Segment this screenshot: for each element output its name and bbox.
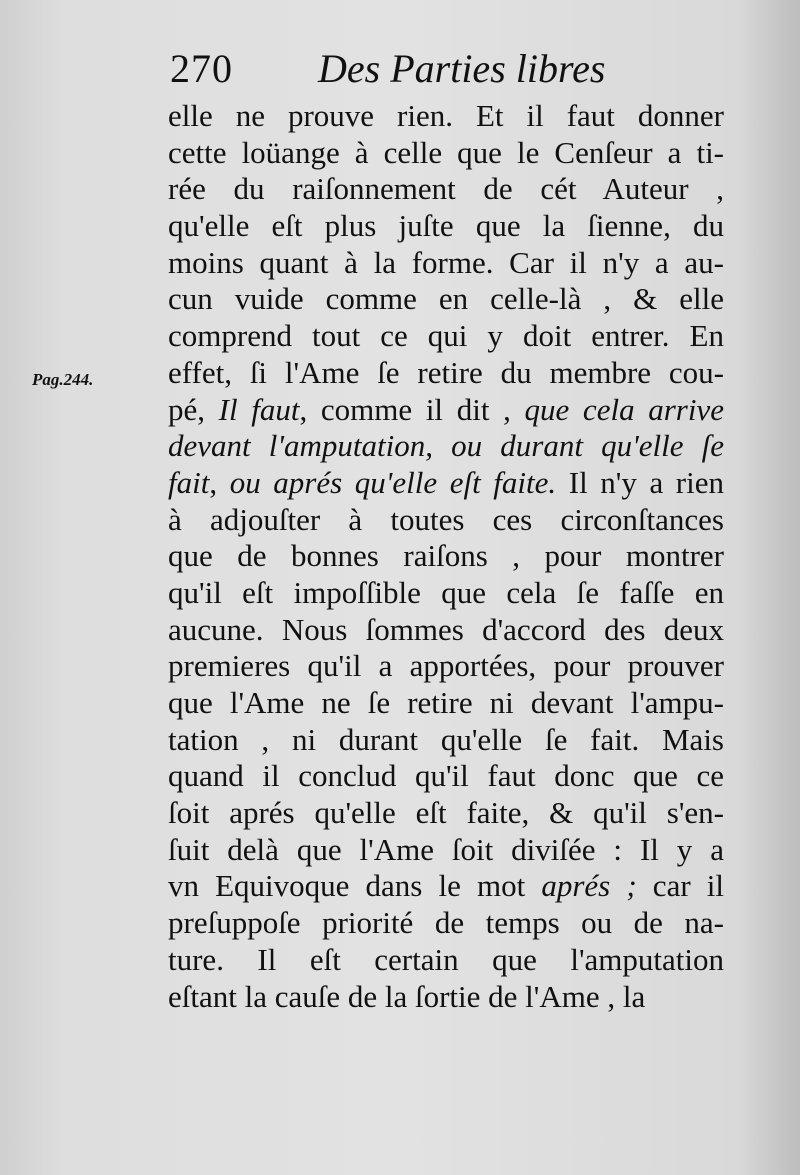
text-segment: aucune. Nous ſommes d'accord des deux [168, 611, 724, 647]
text-line [168, 758, 724, 795]
text-line [168, 575, 724, 612]
text-line [168, 612, 724, 649]
text-line [168, 868, 724, 905]
text-line [168, 722, 724, 759]
text-line [168, 832, 724, 869]
text-segment: , [209, 464, 230, 500]
text-segment: ſoit aprés qu'elle eſt faite, & qu'il s'en- [168, 795, 724, 831]
text-segment: pé, [168, 391, 219, 427]
text-segment: ſuit delà que l'Ame ſoit diviſée : Il y a [168, 831, 724, 867]
text-line [168, 795, 724, 832]
text-line [168, 355, 724, 392]
text-segment: cun vuide comme en celle-là , & elle [168, 281, 724, 317]
text-line [168, 428, 724, 465]
text-line [168, 98, 724, 135]
text-segment: , comme il dit , [299, 391, 525, 427]
text-line [168, 538, 724, 575]
italic-segment: que cela arrive [524, 391, 724, 427]
text-segment: comprend tout ce qui y doit entrer. En [168, 318, 724, 354]
italic-segment: devant l'amputation, ou durant qu'elle ſe [168, 428, 724, 464]
text-segment: moins quant à la forme. Car il n'y a au- [168, 244, 724, 280]
text-segment: quand il conclud qu'il faut donc que ce [168, 758, 724, 794]
text-line [168, 245, 724, 282]
text-segment: vn Equivoque dans le mot [168, 868, 542, 904]
text-segment: premieres qu'il a apportées, pour prouver [168, 648, 724, 684]
text-segment: eſtant la cauſe de la ſortie de l'Ame , la [168, 978, 646, 1014]
text-segment: que de bonnes raiſons , pour montrer [168, 538, 724, 574]
text-line [168, 465, 724, 502]
page-number: 270 [170, 46, 233, 91]
text-segment: qu'il eſt impoſſible que cela ſe faſſe en [168, 574, 724, 610]
text-line [168, 685, 724, 722]
text-line [168, 502, 724, 539]
text-line [168, 318, 724, 355]
text-segment: car il [636, 868, 724, 904]
text-line [168, 392, 724, 429]
text-line [168, 281, 724, 318]
text-segment: ture. Il eſt certain que l'amputation [168, 941, 724, 977]
italic-segment: Il faut [218, 391, 300, 427]
text-line [168, 135, 724, 172]
text-segment: Il n'y a rien [556, 464, 725, 500]
text-line [168, 171, 724, 208]
text-segment: effet, ſi l'Ame ſe retire du membre cou- [168, 354, 724, 390]
body-text [168, 98, 724, 1015]
margin-note: Pag.244. [32, 370, 94, 389]
text-segment: cette loüange à celle que le Cenſeur a ti- [168, 134, 724, 170]
running-title: Des Parties libres [318, 46, 606, 91]
text-line [168, 905, 724, 942]
text-segment: elle ne prouve rien. Et il faut donner [168, 98, 724, 133]
text-line [168, 979, 724, 1016]
page-header [170, 44, 730, 94]
italic-segment: fait [168, 464, 210, 500]
text-segment: que l'Ame ne ſe retire ni devant l'ampu- [168, 685, 724, 720]
italic-segment: ou aprés qu'elle eſt faite. [229, 464, 557, 500]
text-line [168, 942, 724, 979]
text-segment: qu'elle eſt plus juſte que la ſienne, du [168, 208, 724, 244]
text-segment: preſuppoſe priorité de temps ou de na- [168, 905, 724, 941]
italic-segment: aprés ; [541, 868, 637, 904]
text-line [168, 648, 724, 685]
text-segment: tation , ni durant qu'elle ſe fait. Mais [168, 721, 724, 757]
text-segment: à adjouſter à toutes ces circonſtances [168, 501, 724, 537]
text-segment: rée du raiſonnement de cét Auteur , [168, 171, 724, 207]
text-line [168, 208, 724, 245]
